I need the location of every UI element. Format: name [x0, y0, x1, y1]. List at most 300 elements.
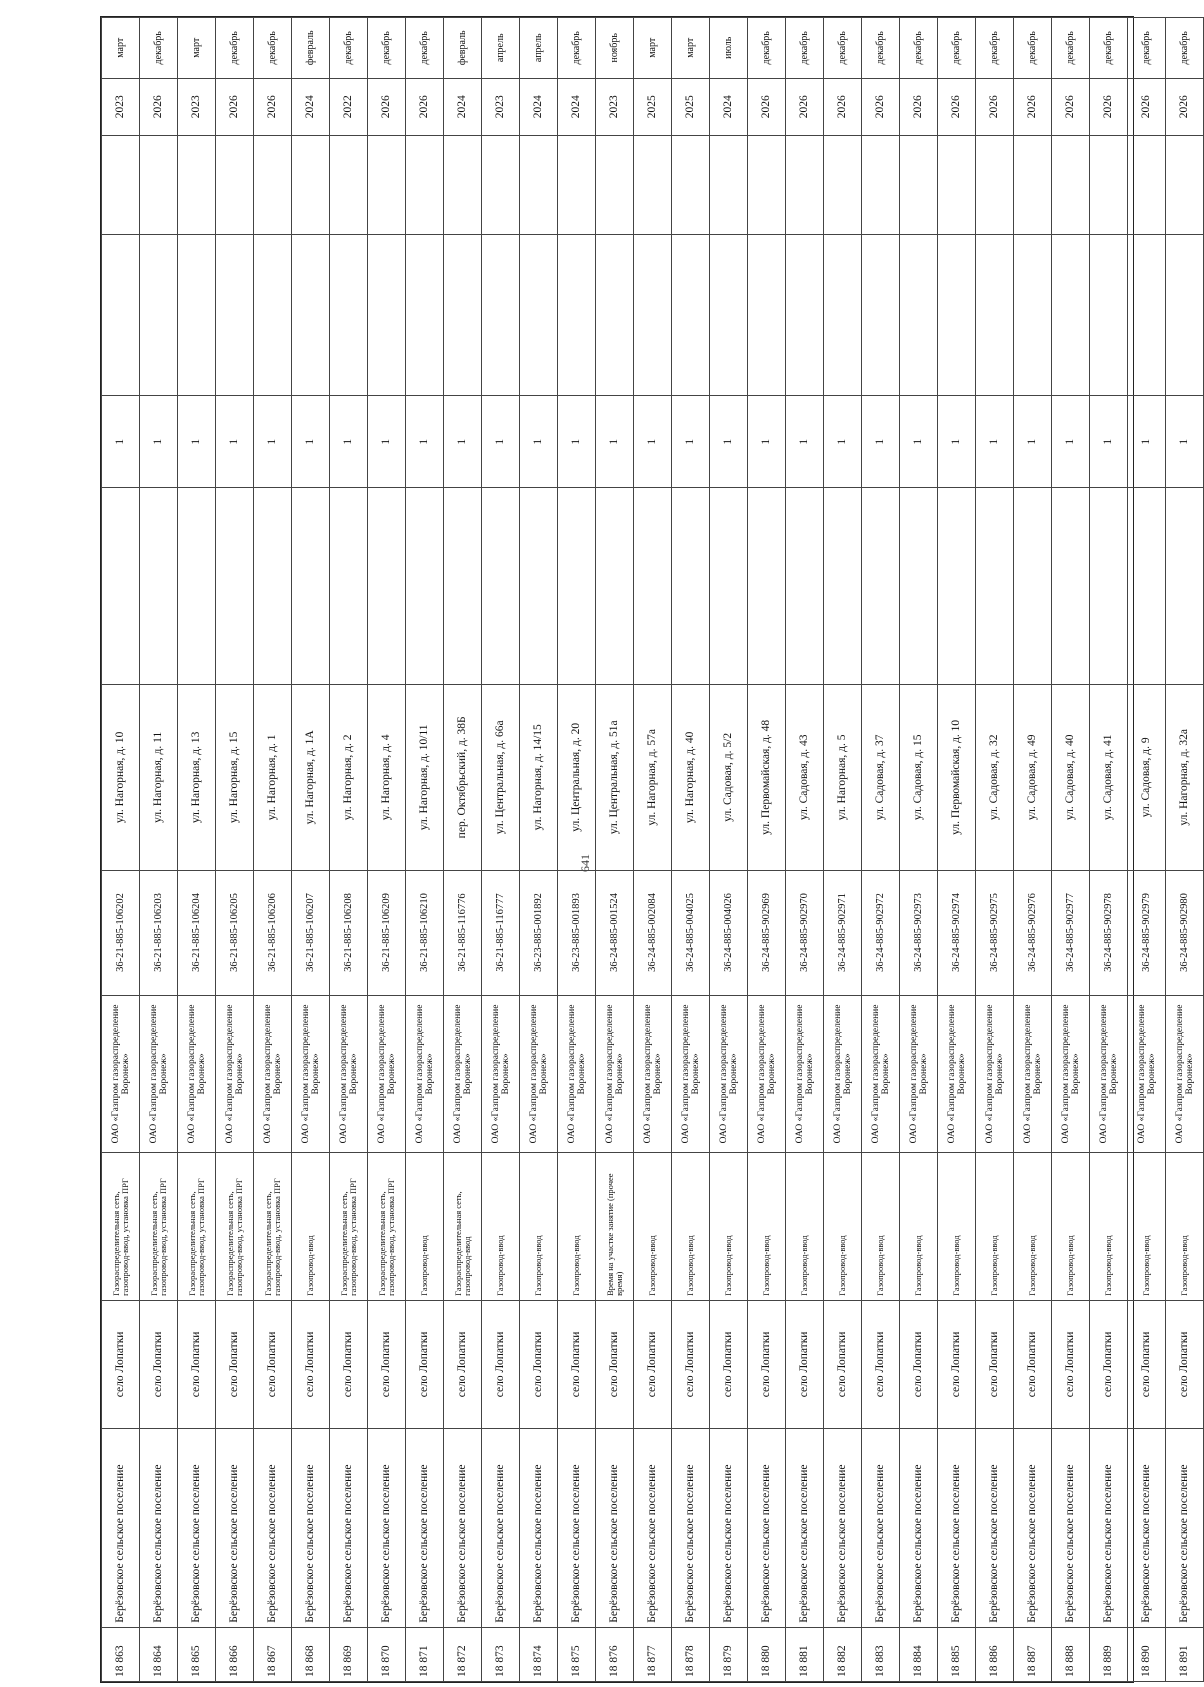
count-cell: 1	[102, 396, 140, 488]
cadastral-number-cell: 36-21-885-106202	[102, 870, 140, 995]
year-cell: 2026	[140, 78, 178, 135]
cadastral-number-cell: 36-21-885-106205	[216, 870, 254, 995]
month-cell: декабрь	[1052, 18, 1090, 79]
empty-cell	[824, 235, 862, 396]
address-cell: ул. Центральная, д. 51а	[596, 685, 634, 870]
row-number-cell: 18 867	[254, 1627, 292, 1681]
address-cell: ул. Нагорная, д. 2	[330, 685, 368, 870]
cadastral-number-cell: 36-21-885-116777	[482, 870, 520, 995]
table-row	[748, 18, 786, 1682]
row-number-cell: 18 890	[1128, 1627, 1166, 1681]
count-cell: 1	[558, 396, 596, 488]
empty-cell	[330, 235, 368, 396]
count-cell: 1	[900, 396, 938, 488]
row-number-cell: 18 889	[1090, 1627, 1128, 1681]
cadastral-number-cell: 36-24-885-002084	[634, 870, 672, 995]
month-cell: декабрь	[1166, 18, 1204, 79]
table-row	[102, 18, 140, 1682]
locality-cell: село Лопатки	[292, 1300, 330, 1428]
row-number-cell: 18 887	[1014, 1627, 1052, 1681]
address-cell: ул. Нагорная, д. 1А	[292, 685, 330, 870]
year-cell: 2024	[444, 78, 482, 135]
locality-cell: село Лопатки	[558, 1300, 596, 1428]
municipality-cell: Берёзовское сельское поселение	[520, 1428, 558, 1627]
table-row	[406, 18, 444, 1682]
cadastral-number-cell: 36-24-885-902975	[976, 870, 1014, 995]
month-cell: декабрь	[786, 18, 824, 79]
cadastral-number-cell: 36-24-885-902980	[1166, 870, 1204, 995]
table-row	[672, 18, 710, 1682]
locality-cell: село Лопатки	[406, 1300, 444, 1428]
row-number-cell: 18 886	[976, 1627, 1014, 1681]
locality-cell: село Лопатки	[178, 1300, 216, 1428]
year-cell: 2024	[292, 78, 330, 135]
locality-cell: село Лопатки	[1128, 1300, 1166, 1428]
municipality-cell: Берёзовское сельское поселение	[102, 1428, 140, 1627]
municipality-cell: Берёзовское сельское поселение	[216, 1428, 254, 1627]
cadastral-number-cell: 36-24-885-902974	[938, 870, 976, 995]
cadastral-number-cell: 36-24-885-902971	[824, 870, 862, 995]
empty-cell	[1052, 135, 1090, 234]
object-type-cell: Газопровод-ввод	[1166, 1153, 1204, 1301]
empty-cell	[140, 235, 178, 396]
locality-cell: село Лопатки	[900, 1300, 938, 1428]
row-number-cell: 18 879	[710, 1627, 748, 1681]
month-cell: февраль	[292, 18, 330, 79]
count-cell: 1	[672, 396, 710, 488]
address-cell: ул. Нагорная, д. 10	[102, 685, 140, 870]
locality-cell: село Лопатки	[1052, 1300, 1090, 1428]
object-type-cell: Газораспределительная сеть, газопровод-ввод, установка ПРГ	[254, 1153, 292, 1301]
empty-cell	[862, 135, 900, 234]
table-row	[558, 18, 596, 1682]
count-cell: 1	[710, 396, 748, 488]
object-type-cell: Газопровод-ввод	[710, 1153, 748, 1301]
empty-cell	[748, 135, 786, 234]
empty-cell	[216, 235, 254, 396]
object-type-cell: Газопровод-ввод	[482, 1153, 520, 1301]
address-cell: ул. Нагорная, д. 5	[824, 685, 862, 870]
year-cell: 2024	[558, 78, 596, 135]
empty-cell	[406, 135, 444, 234]
month-cell: декабрь	[330, 18, 368, 79]
month-cell: декабрь	[1128, 18, 1166, 79]
owner-cell: ОАО «Газпром газораспределение Воронеж»	[520, 995, 558, 1153]
empty-cell	[634, 235, 672, 396]
empty-cell	[368, 235, 406, 396]
empty-cell	[596, 235, 634, 396]
empty-cell	[140, 488, 178, 685]
owner-cell: ОАО «Газпром газораспределение Воронеж»	[406, 995, 444, 1153]
empty-cell	[102, 135, 140, 234]
object-type-cell: Газопровод-ввод	[558, 1153, 596, 1301]
month-cell: декабрь	[976, 18, 1014, 79]
locality-cell: село Лопатки	[254, 1300, 292, 1428]
municipality-cell: Берёзовское сельское поселение	[406, 1428, 444, 1627]
year-cell: 2026	[824, 78, 862, 135]
owner-cell: ОАО «Газпром газораспределение Воронеж»	[444, 995, 482, 1153]
locality-cell: село Лопатки	[330, 1300, 368, 1428]
owner-cell: ОАО «Газпром газораспределение Воронеж»	[292, 995, 330, 1153]
year-cell: 2026	[254, 78, 292, 135]
owner-cell: ОАО «Газпром газораспределение Воронеж»	[330, 995, 368, 1153]
object-type-cell: Газораспределительная сеть, газопровод-ввод, установка ПРГ	[140, 1153, 178, 1301]
empty-cell	[482, 488, 520, 685]
month-cell: декабрь	[216, 18, 254, 79]
empty-cell	[1052, 488, 1090, 685]
municipality-cell: Берёзовское сельское поселение	[748, 1428, 786, 1627]
address-cell: ул. Нагорная, д. 4	[368, 685, 406, 870]
table-row	[1014, 18, 1052, 1682]
address-cell: ул. Садовая, д. 9	[1128, 685, 1166, 870]
row-number-cell: 18 891	[1166, 1627, 1204, 1681]
table-row	[634, 18, 672, 1682]
month-cell: апрель	[520, 18, 558, 79]
empty-cell	[596, 488, 634, 685]
empty-cell	[520, 135, 558, 234]
address-cell: пер. Октябрьский, д. 38Б	[444, 685, 482, 870]
table-row	[1166, 18, 1204, 1682]
count-cell: 1	[1166, 396, 1204, 488]
month-cell: декабрь	[368, 18, 406, 79]
cadastral-number-cell: 36-24-885-001524	[596, 870, 634, 995]
municipality-cell: Берёзовское сельское поселение	[558, 1428, 596, 1627]
owner-cell: ОАО «Газпром газораспределение Воронеж»	[634, 995, 672, 1153]
count-cell: 1	[178, 396, 216, 488]
empty-cell	[178, 235, 216, 396]
municipality-cell: Берёзовское сельское поселение	[1090, 1428, 1128, 1627]
cadastral-number-cell: 36-23-885-001892	[520, 870, 558, 995]
count-cell: 1	[292, 396, 330, 488]
object-type-cell: Газораспределительная сеть, газопровод-ввод, установка ПРГ	[368, 1153, 406, 1301]
empty-cell	[1090, 135, 1128, 234]
address-cell: ул. Нагорная, д. 1	[254, 685, 292, 870]
year-cell: 2026	[368, 78, 406, 135]
municipality-cell: Берёзовское сельское поселение	[976, 1428, 1014, 1627]
empty-cell	[710, 135, 748, 234]
object-type-cell: Газопровод-ввод	[672, 1153, 710, 1301]
municipality-cell: Берёзовское сельское поселение	[1014, 1428, 1052, 1627]
object-type-cell: Время на участке занятие (прочее время)	[596, 1153, 634, 1301]
empty-cell	[216, 488, 254, 685]
municipality-cell: Берёзовское сельское поселение	[368, 1428, 406, 1627]
count-cell: 1	[254, 396, 292, 488]
empty-cell	[406, 235, 444, 396]
cadastral-number-cell: 36-21-885-106204	[178, 870, 216, 995]
month-cell: март	[634, 18, 672, 79]
month-cell: декабрь	[938, 18, 976, 79]
municipality-cell: Берёзовское сельское поселение	[140, 1428, 178, 1627]
table-row	[178, 18, 216, 1682]
municipality-cell: Берёзовское сельское поселение	[900, 1428, 938, 1627]
locality-cell: село Лопатки	[368, 1300, 406, 1428]
empty-cell	[1166, 235, 1204, 396]
month-cell: декабрь	[1090, 18, 1128, 79]
empty-cell	[216, 135, 254, 234]
locality-cell: село Лопатки	[710, 1300, 748, 1428]
owner-cell: ОАО «Газпром газораспределение Воронеж»	[102, 995, 140, 1153]
empty-cell	[368, 135, 406, 234]
empty-cell	[558, 488, 596, 685]
empty-cell	[748, 235, 786, 396]
year-cell: 2023	[596, 78, 634, 135]
owner-cell: ОАО «Газпром газораспределение Воронеж»	[1166, 995, 1204, 1153]
table-row	[520, 18, 558, 1682]
row-number-cell: 18 869	[330, 1627, 368, 1681]
month-cell: декабрь	[748, 18, 786, 79]
locality-cell: село Лопатки	[520, 1300, 558, 1428]
year-cell: 2026	[1128, 78, 1166, 135]
cadastral-number-cell: 36-23-885-001893	[558, 870, 596, 995]
year-cell: 2026	[1052, 78, 1090, 135]
table-row	[482, 18, 520, 1682]
year-cell: 2024	[710, 78, 748, 135]
object-type-cell: Газопровод-ввод	[824, 1153, 862, 1301]
year-cell: 2023	[102, 78, 140, 135]
month-cell: март	[178, 18, 216, 79]
empty-cell	[330, 488, 368, 685]
owner-cell: ОАО «Газпром газораспределение Воронеж»	[1090, 995, 1128, 1153]
row-number-cell: 18 864	[140, 1627, 178, 1681]
empty-cell	[786, 235, 824, 396]
object-type-cell: Газораспределительная сеть, газопровод-ввод, установка ПРГ	[216, 1153, 254, 1301]
table-row	[938, 18, 976, 1682]
cadastral-number-cell: 36-24-885-902979	[1128, 870, 1166, 995]
row-number-cell: 18 866	[216, 1627, 254, 1681]
object-type-cell: Газораспределительная сеть, газопровод-ввод, установка ПРГ	[330, 1153, 368, 1301]
table-row	[710, 18, 748, 1682]
count-cell: 1	[216, 396, 254, 488]
address-cell: ул. Нагорная, д. 11	[140, 685, 178, 870]
month-cell: декабрь	[824, 18, 862, 79]
cadastral-number-cell: 36-21-885-106207	[292, 870, 330, 995]
table-row	[1052, 18, 1090, 1682]
empty-cell	[140, 135, 178, 234]
table-row	[786, 18, 824, 1682]
owner-cell: ОАО «Газпром газораспределение Воронеж»	[824, 995, 862, 1153]
empty-cell	[520, 235, 558, 396]
owner-cell: ОАО «Газпром газораспределение Воронеж»	[1128, 995, 1166, 1153]
address-cell: ул. Садовая, д. 32	[976, 685, 1014, 870]
row-number-cell: 18 880	[748, 1627, 786, 1681]
row-number-cell: 18 874	[520, 1627, 558, 1681]
address-cell: ул. Центральная, д. 66а	[482, 685, 520, 870]
empty-cell	[368, 488, 406, 685]
row-number-cell: 18 884	[900, 1627, 938, 1681]
address-cell: ул. Садовая, д. 40	[1052, 685, 1090, 870]
empty-cell	[254, 488, 292, 685]
empty-cell	[710, 235, 748, 396]
empty-cell	[976, 488, 1014, 685]
object-type-cell: Газопровод-ввод	[1014, 1153, 1052, 1301]
owner-cell: ОАО «Газпром газораспределение Воронеж»	[178, 995, 216, 1153]
locality-cell: село Лопатки	[862, 1300, 900, 1428]
table-row	[444, 18, 482, 1682]
empty-cell	[444, 135, 482, 234]
count-cell: 1	[406, 396, 444, 488]
municipality-cell: Берёзовское сельское поселение	[254, 1428, 292, 1627]
empty-cell	[672, 235, 710, 396]
empty-cell	[292, 135, 330, 234]
object-type-cell: Газопровод-ввод	[406, 1153, 444, 1301]
count-cell: 1	[938, 396, 976, 488]
locality-cell: село Лопатки	[976, 1300, 1014, 1428]
owner-cell: ОАО «Газпром газораспределение Воронеж»	[254, 995, 292, 1153]
address-cell: ул. Садовая, д. 49	[1014, 685, 1052, 870]
empty-cell	[938, 235, 976, 396]
year-cell: 2026	[406, 78, 444, 135]
object-type-cell: Газопровод-ввод	[900, 1153, 938, 1301]
owner-cell: ОАО «Газпром газораспределение Воронеж»	[862, 995, 900, 1153]
address-cell: ул. Нагорная, д. 10/11	[406, 685, 444, 870]
table-row	[1090, 18, 1128, 1682]
row-number-cell: 18 865	[178, 1627, 216, 1681]
row-number-cell: 18 888	[1052, 1627, 1090, 1681]
cadastral-number-cell: 36-24-885-902972	[862, 870, 900, 995]
empty-cell	[102, 235, 140, 396]
empty-cell	[292, 235, 330, 396]
address-cell: ул. Центральная, д. 20	[558, 685, 596, 870]
address-cell: ул. Нагорная, д. 40	[672, 685, 710, 870]
empty-cell	[938, 135, 976, 234]
municipality-cell: Берёзовское сельское поселение	[1166, 1428, 1204, 1627]
empty-cell	[976, 235, 1014, 396]
row-number-cell: 18 875	[558, 1627, 596, 1681]
address-cell: ул. Нагорная, д. 15	[216, 685, 254, 870]
cadastral-number-cell: 36-21-885-106206	[254, 870, 292, 995]
row-number-cell: 18 877	[634, 1627, 672, 1681]
empty-cell	[482, 135, 520, 234]
count-cell: 1	[1052, 396, 1090, 488]
empty-cell	[862, 235, 900, 396]
locality-cell: село Лопатки	[216, 1300, 254, 1428]
count-cell: 1	[824, 396, 862, 488]
empty-cell	[672, 135, 710, 234]
year-cell: 2025	[672, 78, 710, 135]
empty-cell	[330, 135, 368, 234]
empty-cell	[1166, 135, 1204, 234]
month-cell: март	[672, 18, 710, 79]
year-cell: 2026	[786, 78, 824, 135]
object-type-cell: Газопровод-ввод	[634, 1153, 672, 1301]
month-cell: декабрь	[406, 18, 444, 79]
municipality-cell: Берёзовское сельское поселение	[938, 1428, 976, 1627]
empty-cell	[900, 488, 938, 685]
empty-cell	[900, 135, 938, 234]
cadastral-number-cell: 36-21-885-106203	[140, 870, 178, 995]
empty-cell	[1014, 235, 1052, 396]
owner-cell: ОАО «Газпром газораспределение Воронеж»	[216, 995, 254, 1153]
object-type-cell: Газопровод-ввод	[786, 1153, 824, 1301]
address-cell: ул. Первомайская, д. 10	[938, 685, 976, 870]
address-cell: ул. Нагорная, д. 32а	[1166, 685, 1204, 870]
locality-cell: село Лопатки	[444, 1300, 482, 1428]
owner-cell: ОАО «Газпром газораспределение Воронеж»	[1052, 995, 1090, 1153]
cadastral-number-cell: 36-24-885-902978	[1090, 870, 1128, 995]
table-row	[596, 18, 634, 1682]
year-cell: 2023	[178, 78, 216, 135]
row-number-cell: 18 868	[292, 1627, 330, 1681]
table-row	[216, 18, 254, 1682]
count-cell: 1	[786, 396, 824, 488]
empty-cell	[254, 135, 292, 234]
month-cell: ноябрь	[596, 18, 634, 79]
locality-cell: село Лопатки	[140, 1300, 178, 1428]
empty-cell	[406, 488, 444, 685]
cadastral-number-cell: 36-21-885-106209	[368, 870, 406, 995]
year-cell: 2026	[1014, 78, 1052, 135]
empty-cell	[900, 235, 938, 396]
month-cell: декабрь	[140, 18, 178, 79]
object-type-cell: Газопровод-ввод	[1052, 1153, 1090, 1301]
municipality-cell: Берёзовское сельское поселение	[292, 1428, 330, 1627]
empty-cell	[444, 488, 482, 685]
locality-cell: село Лопатки	[634, 1300, 672, 1428]
locality-cell: село Лопатки	[1090, 1300, 1128, 1428]
year-cell: 2023	[482, 78, 520, 135]
register-table	[101, 17, 1204, 1682]
cadastral-number-cell: 36-21-885-106210	[406, 870, 444, 995]
cadastral-number-cell: 36-21-885-106208	[330, 870, 368, 995]
object-type-cell: Газопровод-ввод	[520, 1153, 558, 1301]
owner-cell: ОАО «Газпром газораспределение Воронеж»	[140, 995, 178, 1153]
object-type-cell: Газопровод-ввод	[748, 1153, 786, 1301]
cadastral-number-cell: 36-24-885-004026	[710, 870, 748, 995]
empty-cell	[254, 235, 292, 396]
municipality-cell: Берёзовское сельское поселение	[862, 1428, 900, 1627]
municipality-cell: Берёзовское сельское поселение	[1052, 1428, 1090, 1627]
locality-cell: село Лопатки	[596, 1300, 634, 1428]
row-number-cell: 18 885	[938, 1627, 976, 1681]
address-cell: ул. Садовая, д. 15	[900, 685, 938, 870]
owner-cell: ОАО «Газпром газораспределение Воронеж»	[786, 995, 824, 1153]
object-type-cell: Газораспределительная сеть, газопровод-ввод, установка ПРГ	[178, 1153, 216, 1301]
object-type-cell: Газораспределительная сеть, газопровод-ввод	[444, 1153, 482, 1301]
object-type-cell: Газопровод-ввод	[1090, 1153, 1128, 1301]
count-cell: 1	[748, 396, 786, 488]
year-cell: 2026	[748, 78, 786, 135]
empty-cell	[976, 135, 1014, 234]
empty-cell	[1128, 135, 1166, 234]
address-cell: ул. Нагорная, д. 13	[178, 685, 216, 870]
count-cell: 1	[1128, 396, 1166, 488]
month-cell: декабрь	[558, 18, 596, 79]
empty-cell	[634, 488, 672, 685]
locality-cell: село Лопатки	[102, 1300, 140, 1428]
empty-cell	[786, 488, 824, 685]
empty-cell	[292, 488, 330, 685]
owner-cell: ОАО «Газпром газораспределение Воронеж»	[558, 995, 596, 1153]
cadastral-number-cell: 36-21-885-116776	[444, 870, 482, 995]
row-number-cell: 18 878	[672, 1627, 710, 1681]
object-type-cell: Газопровод-ввод	[292, 1153, 330, 1301]
empty-cell	[558, 135, 596, 234]
owner-cell: ОАО «Газпром газораспределение Воронеж»	[482, 995, 520, 1153]
month-cell: декабрь	[1014, 18, 1052, 79]
empty-cell	[178, 488, 216, 685]
empty-cell	[178, 135, 216, 234]
empty-cell	[1090, 488, 1128, 685]
page-number: 641	[578, 854, 592, 872]
empty-cell	[824, 135, 862, 234]
empty-cell	[786, 135, 824, 234]
empty-cell	[938, 488, 976, 685]
empty-cell	[748, 488, 786, 685]
row-number-cell: 18 876	[596, 1627, 634, 1681]
empty-cell	[672, 488, 710, 685]
owner-cell: ОАО «Газпром газораспределение Воронеж»	[748, 995, 786, 1153]
month-cell: март	[102, 18, 140, 79]
